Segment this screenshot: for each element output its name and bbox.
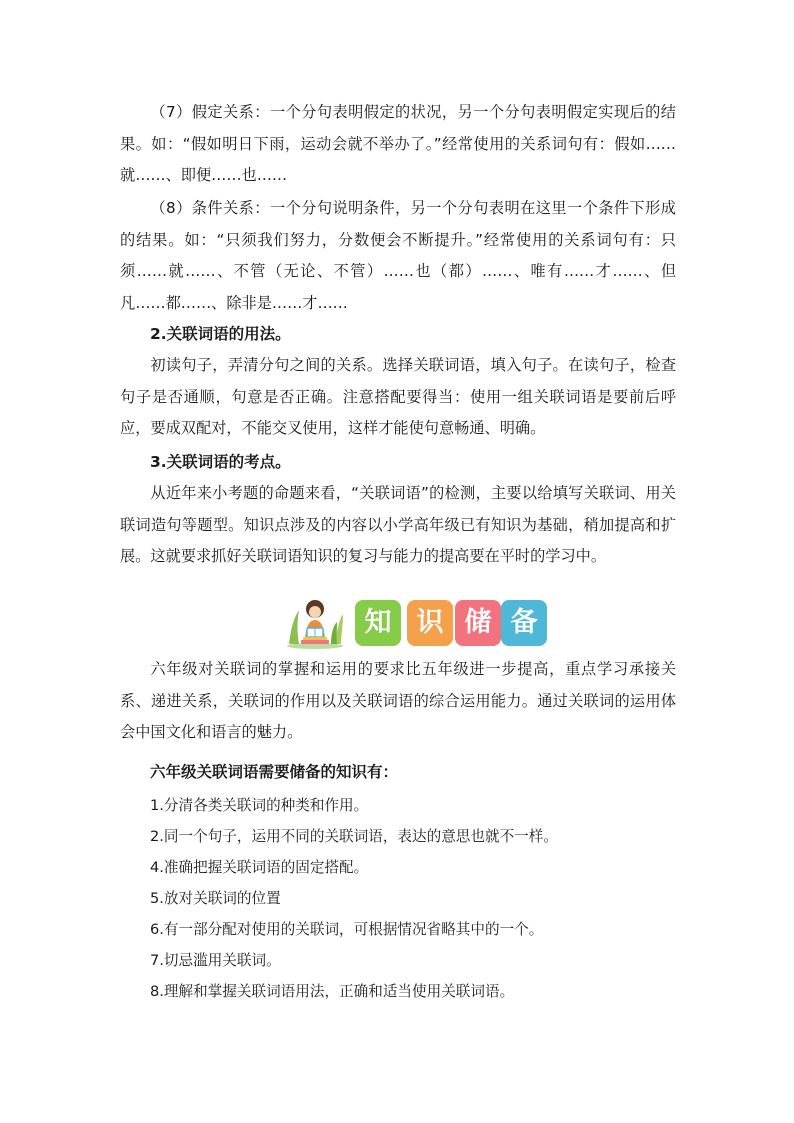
- heading-exam-points: 3.关联词语的考点。: [150, 453, 291, 471]
- girl-reading-icon: [285, 596, 345, 650]
- banner-char-1: 知: [355, 600, 401, 646]
- list-item: 6.有一部分配对使用的关联词，可根据情况省略其中的一个。: [150, 921, 544, 938]
- paragraph-exam-points: 从近年来小考题的命题来看，“关联词语”的检测，主要以给填写关联词、用关联词造句等题型。知识点涉及的内容以小学高年级已有知识为基础，稍加提高和扩展。这就要求抓好关联词语知识的复习与能力的提高要在平时的学习中。: [120, 484, 676, 565]
- heading-storage-list: 六年级关联词语需要储备的知识有：: [150, 763, 399, 781]
- paragraph-conditional-relation: （8）条件关系：一个分句说明条件，另一个分句表明在这里一个条件下形成的结果。如：“只须我们努力，分数便会不断提升。”经常使用的关系词句有：只须……就……、不管（无论、不管）……也（都）……、唯有……才……、但凡……都……、除非是……才……: [120, 199, 676, 312]
- paragraph-storage-intro: 六年级对关联词的掌握和运用的要求比五年级进一步提高，重点学习承接关系、递进关系，关联词的作用以及关联词语的综合运用能力。通过关联词的运用体会中国文化和语言的魅力。: [120, 660, 676, 741]
- heading-usage: 2.关联词语的用法。: [150, 325, 291, 343]
- knowledge-storage-banner: [285, 596, 547, 650]
- list-item: 8.理解和掌握关联词语用法，正确和适当使用关联词语。: [150, 983, 515, 1000]
- list-item: 1.分清各类关联词的种类和作用。: [150, 797, 369, 814]
- banner-char-2: 识: [407, 600, 453, 646]
- list-item: 4.准确把握关联词语的固定搭配。: [150, 859, 369, 876]
- paragraph-usage: 初读句子，弄清分句之间的关系。选择关联词语，填入句子。在读句子，检查句子是否通顺，句意是否正确。注意搭配要得当：使用一组关联词语是要前后呼应，要成双配对，不能交叉使用，这样才能使句意畅通、明确。: [120, 356, 676, 437]
- paragraph-hypothetical-relation: （7）假定关系：一个分句表明假定的状况，另一个分句表明假定实现后的结果。如：“假如明日下雨，运动会就不举办了。”经常使用的关系词句有：假如……就……、即便……也……: [120, 103, 676, 184]
- list-item: 5.放对关联词的位置: [150, 890, 281, 907]
- banner-char-3: 储: [455, 600, 501, 646]
- list-item: 2.同一个句子，运用不同的关联词语，表达的意思也就不一样。: [150, 828, 558, 845]
- list-item: 7.切忌滥用关联词。: [150, 952, 281, 969]
- banner-char-4: 备: [501, 600, 547, 646]
